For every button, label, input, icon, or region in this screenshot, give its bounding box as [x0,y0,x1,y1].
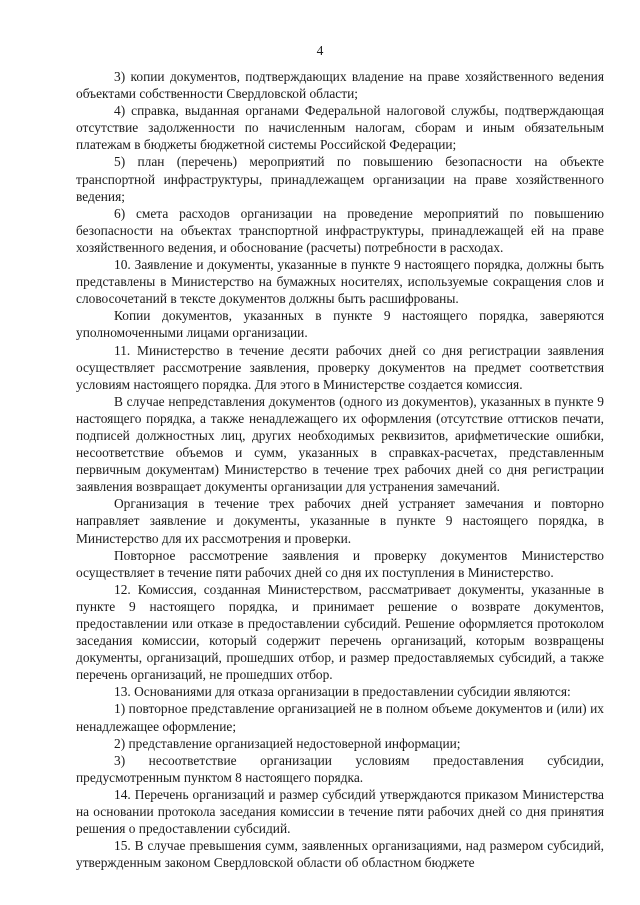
document-body [76,68,604,871]
paragraph-item-4-tax-certificate: 4) справка, выданная органами Федеральной налоговой службы, подтверждающая отсутствие задолженности по начисленным налогам, сборам и иным обязательным платежам в бюджеты бюджетной системы Российской Федерации; [76,103,604,153]
paragraph-copies-certified: Копии документов, указанных в пункте 9 настоящего порядка, заверяются уполномоченными лицами организации. [76,308,604,341]
paragraph-refusal-ground-2: 2) представление организацией недостоверной информации; [114,735,461,751]
paragraph-clause-13: 13. Основаниями для отказа организации в предоставлении субсидии являются: [114,684,571,700]
paragraph-refusal-ground-3: 3) несоответствие организации условиям предоставления субсидии, предусмотренным пунктом 8 настоящего порядка. [76,752,604,785]
paragraph-non-submission: В случае непредставления документов (одного из документов), указанных в пункте 9 настоящего порядка, а также ненадлежащего их оформления (отсутствие оттисков печати, подписей должностных лиц, других необходимых реквизитов, арифметические ошибки, несоответствие объемов и сумм, указанных в справках-расчетах, представленным первичным документам) Министерство в течение трех рабочих дней со дня регистрации заявления возвращает документы организации для устранения замечаний. [76,393,604,495]
paragraph-item-6-estimate: 6) смета расходов организации на проведение мероприятий по повышению безопасности на объектах транспортной инфраструктуры, принадлежащей ей на праве хозяйственного ведения, и обоснование (расчеты) потребности в расходах. [76,205,604,255]
paragraph-clause-15: 15. В случае превышения сумм, заявленных организациями, над размером субсидий, утвержденным законом Свердловской области об областном бюджете [76,838,604,871]
paragraph-item-5-plan: 5) план (перечень) мероприятий по повышению безопасности на объекте транспортной инфраструктуры, принадлежащем организации на праве хозяйственного ведения; [76,154,604,204]
paragraph-clause-14: 14. Перечень организаций и размер субсидий утверждаются приказом Министерства на основании протокола заседания комиссии в течение пяти рабочих дней со дня принятия решения о предоставлении субсидий. [76,786,604,837]
paragraph-resubmission: Организация в течение трех рабочих дней устраняет замечания и повторно направляет заявление и документы, указанные в пункте 9 настоящего порядка, в Министерство для их рассмотрения и проверки. [76,496,604,546]
page-number: 4 [316,43,324,58]
paragraph-clause-10: 10. Заявление и документы, указанные в пункте 9 настоящего порядка, должны быть представлены в Министерство на бумажных носителях, используемые сокращения слов и словосочетаний в тексте документов должны быть расшифрованы. [76,257,604,307]
paragraph-repeat-review: Повторное рассмотрение заявления и проверку документов Министерство осуществляет в течение пяти рабочих дней со дня их поступления в Министерство. [76,547,604,580]
paragraph-clause-12: 12. Комиссия, созданная Министерством, рассматривает документы, указанные в пункте 9 настоящего порядка, и принимает решение о возврате документов, предоставлении или отказе в предоставлении субсидий. Решение оформляется протоколом заседания комиссии, который содержит перечень организаций, которым возвращены документы, организаций, прошедших отбор, и размер предоставляемых субсидий, а также перечень организаций, не прошедших отбор. [76,581,604,683]
paragraph-refusal-ground-1: 1) повторное представление организацией не в полном объеме документов и (или) их ненадлежащее оформление; [76,701,604,734]
paragraph-item-3-copies: 3) копии документов, подтверждающих владение на праве хозяйственного ведения объектами собственности Свердловской области; [76,69,604,102]
paragraph-clause-11: 11. Министерство в течение десяти рабочих дней со дня регистрации заявления осуществляет рассмотрение заявления, проверку документов на предмет соответствия условиям настоящего порядка. Для этого в Министерстве создается комиссия. [76,342,604,392]
